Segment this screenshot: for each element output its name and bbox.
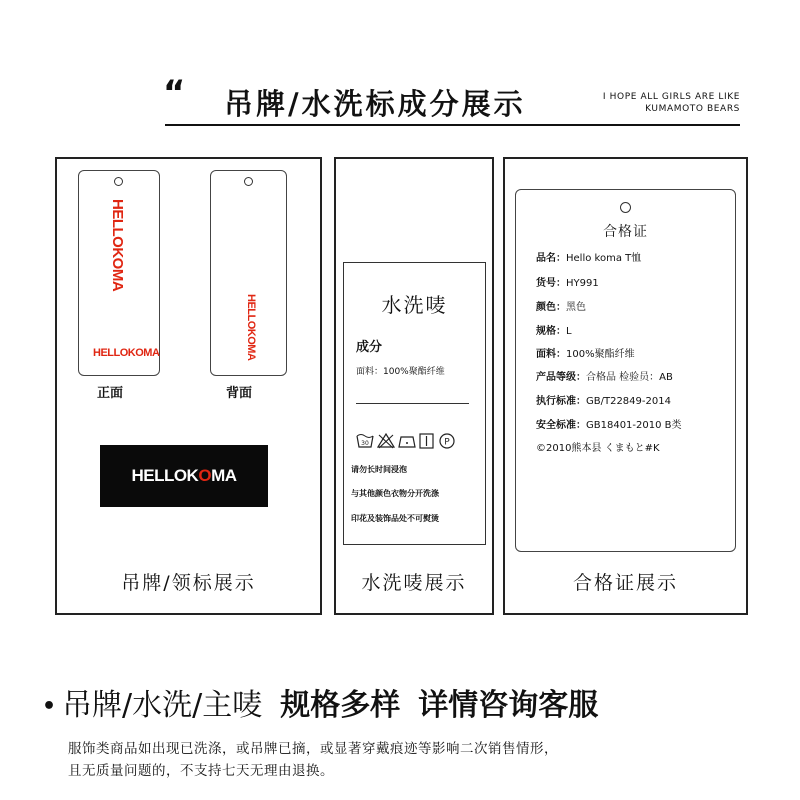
certificate-caption: 合格证展示 bbox=[572, 572, 678, 594]
care-instruction-1: 请勿长时间浸泡 bbox=[351, 465, 407, 474]
material-line: 面料：100%聚酯纤维 bbox=[356, 367, 445, 377]
cert-key: 品名： bbox=[536, 253, 566, 264]
wash-30-icon bbox=[357, 435, 373, 448]
collar-brand-o: O bbox=[198, 466, 212, 485]
care-symbols bbox=[356, 432, 474, 450]
cert-line-color bbox=[536, 298, 586, 313]
collar-brand bbox=[131, 466, 236, 486]
cert-key: 安全标准： bbox=[536, 420, 586, 431]
headline-part-3: 详情咨询客服 bbox=[418, 688, 599, 723]
no-bleach-icon bbox=[378, 434, 394, 448]
cert-value: L bbox=[566, 326, 572, 337]
care-instruction-2: 与其他颜色衣物分开洗涤 bbox=[351, 489, 439, 498]
care-instruction-3: 印花及装饰品处不可熨烫 bbox=[351, 514, 439, 523]
certificate-panel bbox=[503, 157, 748, 615]
tag-hole-icon bbox=[620, 202, 631, 213]
cert-value: 合格品 检验员：AB bbox=[586, 372, 673, 383]
cert-value: 黑色 bbox=[566, 302, 586, 313]
composition-heading: 成分 bbox=[356, 340, 383, 355]
return-policy-note-1: 服饰类商品如出现已洗涤，或吊牌已摘，或显著穿戴痕迹等影响二次销售情形， bbox=[68, 741, 558, 757]
cert-value: Hello koma T恤 bbox=[566, 253, 642, 264]
tag-hole-icon bbox=[114, 177, 123, 186]
certificate-title: 合格证 bbox=[603, 224, 648, 240]
cert-value: HY991 bbox=[566, 278, 599, 289]
return-policy-note-2: 且无质量问题的，不支持七天无理由退换。 bbox=[68, 763, 334, 779]
cert-value: GB/T22849-2014 bbox=[586, 396, 671, 407]
tag-hole-icon bbox=[244, 177, 253, 186]
page-title: 吊牌/水洗标成分展示 bbox=[224, 87, 526, 121]
cert-line-standard bbox=[536, 392, 671, 407]
collar-label bbox=[100, 445, 268, 507]
cert-key: 执行标准： bbox=[536, 396, 586, 407]
cert-key: 颜色： bbox=[536, 302, 566, 313]
cert-line-fabric bbox=[536, 345, 635, 360]
front-brand-vertical: HELLOKOMA bbox=[109, 199, 126, 292]
slogan-line-1: I HOPE ALL GIRLS ARE LIKE bbox=[602, 92, 740, 102]
back-label: 背面 bbox=[226, 386, 253, 401]
cert-key: 货号： bbox=[536, 278, 566, 289]
title-divider bbox=[165, 124, 740, 126]
wash-label-title: 水洗唛 bbox=[381, 293, 448, 317]
wash-panel bbox=[334, 157, 494, 615]
cert-line-copyright bbox=[536, 439, 660, 454]
cert-line-safety bbox=[536, 416, 682, 431]
wash-caption: 水洗唛展示 bbox=[361, 572, 467, 594]
cert-line-name bbox=[536, 249, 641, 264]
certificate-tag bbox=[515, 189, 736, 552]
cert-line-grade bbox=[536, 368, 673, 383]
collar-brand-part1: HELLOK bbox=[131, 466, 199, 485]
headline-part-1: 吊牌/水洗/主唛 bbox=[62, 688, 263, 723]
collar-brand-part2: MA bbox=[211, 466, 237, 485]
slogan-line-2: KUMAMOTO BEARS bbox=[645, 104, 740, 114]
back-brand-vertical: HELLOKOMA bbox=[245, 294, 257, 361]
hangtag-panel bbox=[55, 157, 322, 615]
wash-label bbox=[343, 262, 486, 545]
front-brand-horizontal: HELLOKOMA bbox=[93, 347, 160, 359]
svg-text:30: 30 bbox=[361, 440, 369, 447]
bottom-headline bbox=[42, 680, 598, 724]
cert-value: ©2010熊本县 くまもと#K bbox=[536, 443, 660, 454]
cert-key: 面料： bbox=[536, 349, 566, 360]
iron-icon bbox=[399, 437, 415, 447]
bullet-icon: • bbox=[42, 694, 57, 719]
back-hangtag bbox=[210, 170, 287, 376]
quote-mark: “ bbox=[163, 73, 186, 113]
tumble-dry-icon bbox=[420, 434, 433, 448]
cert-value: GB18401-2010 B类 bbox=[586, 420, 682, 431]
dry-clean-p-icon bbox=[440, 434, 454, 448]
cert-key: 产品等级： bbox=[536, 372, 586, 383]
front-label: 正面 bbox=[97, 386, 124, 401]
cert-value: 100%聚酯纤维 bbox=[566, 349, 635, 360]
cert-line-size bbox=[536, 322, 572, 337]
headline-part-2: 规格多样 bbox=[280, 688, 401, 723]
wash-divider bbox=[356, 403, 469, 404]
hangtag-caption: 吊牌/领标展示 bbox=[121, 572, 256, 594]
cert-line-sku bbox=[536, 274, 599, 289]
front-hangtag bbox=[78, 170, 160, 376]
cert-key: 规格： bbox=[536, 326, 566, 337]
svg-text:P: P bbox=[444, 437, 450, 448]
